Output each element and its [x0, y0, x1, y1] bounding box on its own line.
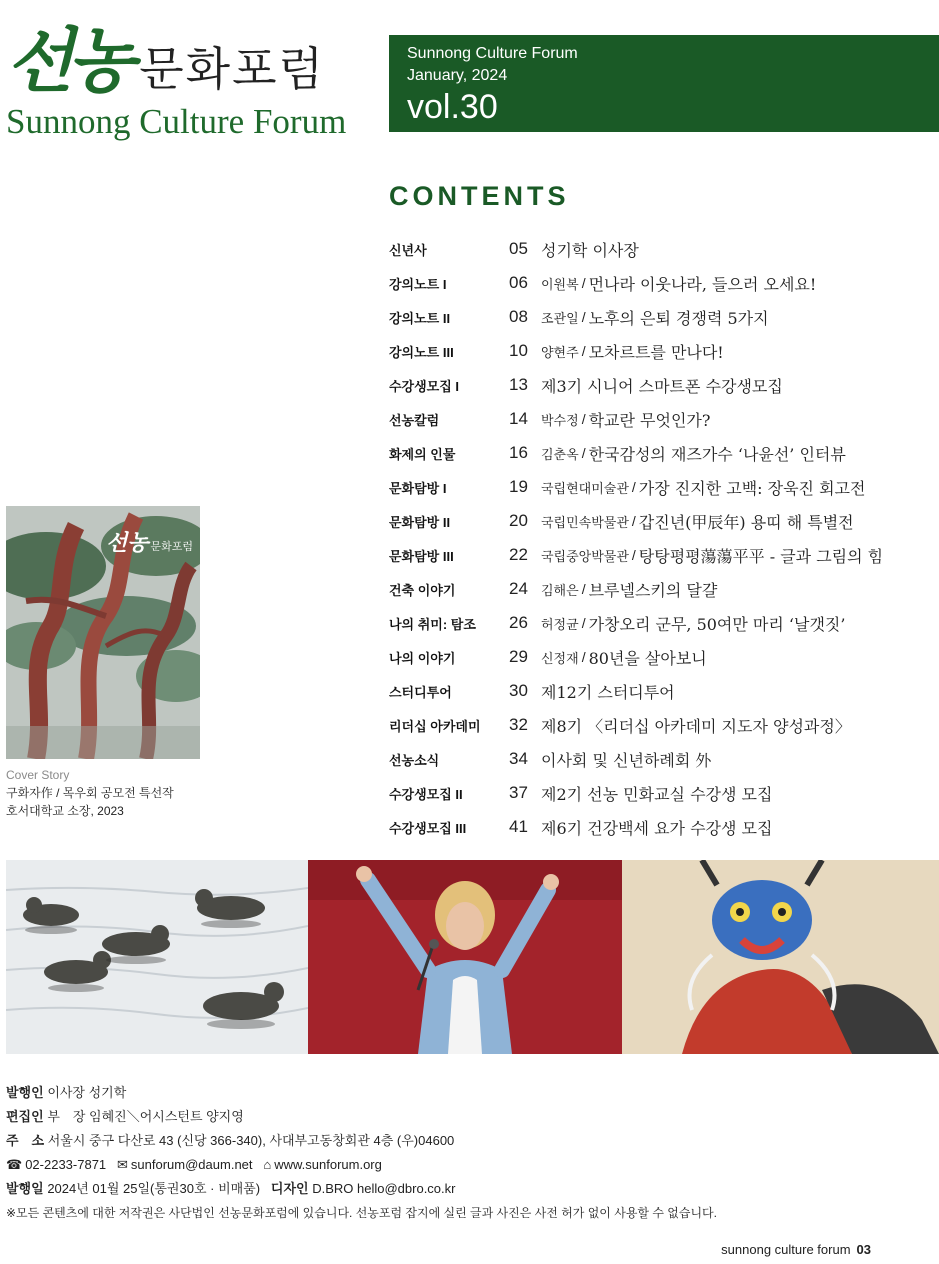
publisher-label: 발행인: [6, 1085, 44, 1100]
toc-title: 제8기 〈리더십 아카데미 지도자 양성과정〉: [541, 716, 851, 736]
cover-thumbnail: [6, 506, 200, 759]
toc-author: 조관일: [541, 311, 579, 327]
toc-item[interactable]: [389, 708, 937, 742]
toc-section: 나의 취미: 탐조: [389, 616, 476, 632]
cover-thumb-logo: [106, 526, 193, 557]
contents-title: CONTENTS: [389, 181, 570, 211]
toc-title: 80년을 살아보니: [588, 648, 707, 668]
toc-author: 국립민속박물관: [541, 515, 629, 531]
toc-item[interactable]: [389, 504, 937, 538]
ducks-photo: [6, 860, 308, 1054]
toc-section: 강의노트 II: [389, 310, 451, 326]
toc-separator: /: [631, 479, 636, 495]
toc-author: 국립현대미술관: [541, 481, 629, 497]
toc-separator: /: [581, 309, 586, 325]
toc-item[interactable]: [389, 300, 937, 334]
toc-author: 양현주: [541, 345, 579, 361]
toc-section: 나의 이야기: [389, 650, 456, 666]
toc-section: 선농칼럼: [389, 412, 440, 428]
issue-date: January, 2024: [407, 67, 508, 84]
toc-section: 문화탐방 I: [389, 480, 447, 496]
toc-section: 수강생모집 II: [389, 786, 463, 802]
toc-author: 김해은: [541, 583, 579, 599]
cover-caption: [6, 766, 174, 820]
toc-page-number: 41: [509, 817, 528, 836]
toc-separator: /: [581, 615, 586, 631]
issue-header-box: [389, 35, 939, 132]
dragon-painting-photo: [622, 860, 939, 1054]
toc-item[interactable]: [389, 640, 937, 674]
toc-page-number: 14: [509, 409, 528, 428]
toc-item[interactable]: [389, 674, 937, 708]
toc-section: 스터디투어: [389, 684, 452, 700]
toc-page-number: 32: [509, 715, 528, 734]
toc-title: 가장 진지한 고백: 장욱진 회고전: [638, 478, 866, 498]
toc-title: 이사회 및 신년하례회 外: [541, 750, 712, 770]
toc-item[interactable]: [389, 402, 937, 436]
toc-author: 신정재: [541, 651, 579, 667]
toc-page-number: 34: [509, 749, 528, 768]
toc-author: 국립중앙박물관: [541, 549, 629, 565]
cover-owner-line: 호서대학교 소장, 2023: [6, 804, 124, 818]
toc-title: 노후의 은퇴 경쟁력 5가지: [588, 308, 769, 328]
phone-icon: ☎: [6, 1157, 23, 1172]
footer-magazine-name: sunnong culture forum: [721, 1242, 851, 1257]
date-value: 2024년 01월 25일(통권30호 · 비매품): [47, 1181, 261, 1196]
toc-title: 제2기 선농 민화교실 수강생 모집: [541, 784, 773, 804]
copyright-notice: ※모든 콘텐츠에 대한 저작권은 사단법인 선농문화포럼에 있습니다. 선농포럼 잡지에 실린 글과 사진은 사전 허가 없이 사용할 수 없습니다.: [6, 1206, 717, 1220]
date-label: 발행일: [6, 1181, 44, 1196]
toc-item[interactable]: [389, 538, 937, 572]
toc-item[interactable]: [389, 470, 937, 504]
toc-page-number: 24: [509, 579, 528, 598]
logo-hangul-text: 문화포럼: [139, 42, 325, 96]
toc-page-number: 22: [509, 545, 528, 564]
toc-section: 화제의 인물: [389, 446, 456, 462]
toc-section: 수강생모집 I: [389, 378, 460, 394]
address-label: 주 소: [6, 1133, 45, 1148]
toc-title: 모차르트를 만나다!: [588, 342, 724, 362]
home-icon: ⌂: [263, 1157, 272, 1172]
toc-page-number: 08: [509, 307, 528, 326]
singer-photo: [308, 860, 622, 1054]
toc-separator: /: [631, 547, 636, 563]
toc-separator: /: [581, 649, 586, 665]
toc-item[interactable]: [389, 810, 937, 844]
toc-title: 먼나라 이웃나라, 들으러 오세요!: [588, 274, 817, 294]
logo: [6, 4, 376, 154]
cover-credit-line: 구화자作 / 목우회 공모전 특선작: [6, 786, 174, 800]
toc-item[interactable]: [389, 334, 937, 368]
toc-title: 탕탕평평蕩蕩平平 - 글과 그림의 힘: [638, 546, 884, 566]
toc-section: 문화탐방 II: [389, 514, 451, 530]
imprint-address-row: [6, 1129, 717, 1153]
toc-section: 신년사: [389, 242, 427, 258]
toc-title: 한국감성의 재즈가수 ‘나윤선’ 인터뷰: [588, 444, 846, 464]
toc-item[interactable]: [389, 572, 937, 606]
toc-title: 가창오리 군무, 50여만 마리 ‘날갯짓’: [588, 614, 846, 634]
toc-title: 제6기 건강백세 요가 수강생 모집: [541, 818, 773, 838]
toc-page-number: 13: [509, 375, 528, 394]
issue-volume: vol.30: [407, 88, 498, 126]
toc-item[interactable]: [389, 436, 937, 470]
toc-section: 강의노트 III: [389, 344, 454, 360]
toc-page-number: 37: [509, 783, 528, 802]
toc-item[interactable]: [389, 606, 937, 640]
toc-title: 갑진년(甲辰年) 용띠 해 특별전: [638, 512, 854, 532]
logo-mark: [6, 4, 376, 102]
toc-page-number: 16: [509, 443, 528, 462]
toc-author: 허정균: [541, 617, 579, 633]
imprint-contact-row: [6, 1153, 717, 1177]
toc-page-number: 20: [509, 511, 528, 530]
email-icon: ✉: [117, 1157, 128, 1172]
toc-section: 강의노트 I: [389, 276, 447, 292]
toc-title: 제12기 스터디투어: [541, 682, 675, 702]
email-link[interactable]: sunforum@daum.net: [130, 1157, 253, 1172]
toc-separator: /: [581, 411, 586, 427]
toc-section: 수강생모집 III: [389, 820, 467, 836]
toc-page-number: 26: [509, 613, 528, 632]
website-link[interactable]: www.sunforum.org: [274, 1157, 382, 1172]
toc-page-number: 10: [509, 341, 528, 360]
toc-title: 브루넬스키의 달걀: [588, 580, 718, 600]
toc-title: 학교란 무엇인가?: [588, 410, 711, 430]
imprint-editor-row: [6, 1105, 717, 1129]
toc-item[interactable]: [389, 742, 937, 776]
design-value: D.BRO hello@dbro.co.kr: [312, 1181, 456, 1196]
publisher-value: 이사장 성기학: [47, 1085, 127, 1100]
logo-script-text: 선농: [6, 19, 130, 102]
issue-magazine-name: Sunnong Culture Forum: [407, 45, 578, 62]
editor-value: 부 장 임혜진＼어시스턴트 양지영: [47, 1109, 244, 1124]
toc-section: 건축 이야기: [389, 582, 456, 598]
design-label: 디자인: [270, 1181, 309, 1196]
imprint-date-row: [6, 1177, 717, 1201]
toc-page-number: 05: [509, 239, 528, 258]
page-number: 03: [856, 1242, 871, 1257]
toc-separator: /: [631, 513, 636, 529]
toc-item[interactable]: [389, 776, 937, 810]
cover-thumb-title: 선농: [106, 530, 149, 556]
imprint: [6, 1081, 717, 1225]
toc-author: 박수정: [541, 413, 579, 429]
toc-separator: /: [581, 343, 586, 359]
phone-value: 02-2233-7871: [25, 1157, 107, 1172]
toc-separator: /: [581, 445, 586, 461]
toc-section: 선농소식: [389, 752, 440, 768]
imprint-publisher-row: [6, 1081, 717, 1105]
editor-label: 편집인: [6, 1109, 44, 1124]
toc-title: 제3기 시니어 스마트폰 수강생모집: [541, 376, 783, 396]
address-value: 서울시 중구 다산로 43 (신당 366-340), 사대부고동창회관 4층 (우)04600: [47, 1133, 455, 1148]
toc-item[interactable]: [389, 368, 937, 402]
cover-story-label: Cover Story: [6, 768, 70, 782]
toc-page-number: 29: [509, 647, 528, 666]
toc-page-number: 19: [509, 477, 528, 496]
logo-english-text: Sunnong Culture Forum: [6, 102, 347, 141]
toc-author: 이원복: [541, 277, 579, 293]
page-footer: [721, 1242, 871, 1257]
toc-item[interactable]: [389, 266, 937, 300]
toc-page-number: 30: [509, 681, 528, 700]
toc-title: 성기학 이사장: [541, 240, 639, 260]
toc-separator: /: [581, 581, 586, 597]
contents-list: [389, 232, 937, 844]
toc-item[interactable]: [389, 232, 937, 266]
toc-section: 문화탐방 III: [389, 548, 454, 564]
cover-thumb-subtitle: 문화포럼: [150, 541, 194, 553]
toc-page-number: 06: [509, 273, 528, 292]
toc-author: 김춘옥: [541, 447, 579, 463]
toc-separator: /: [581, 275, 586, 291]
toc-section: 리더십 아카데미: [389, 718, 481, 734]
